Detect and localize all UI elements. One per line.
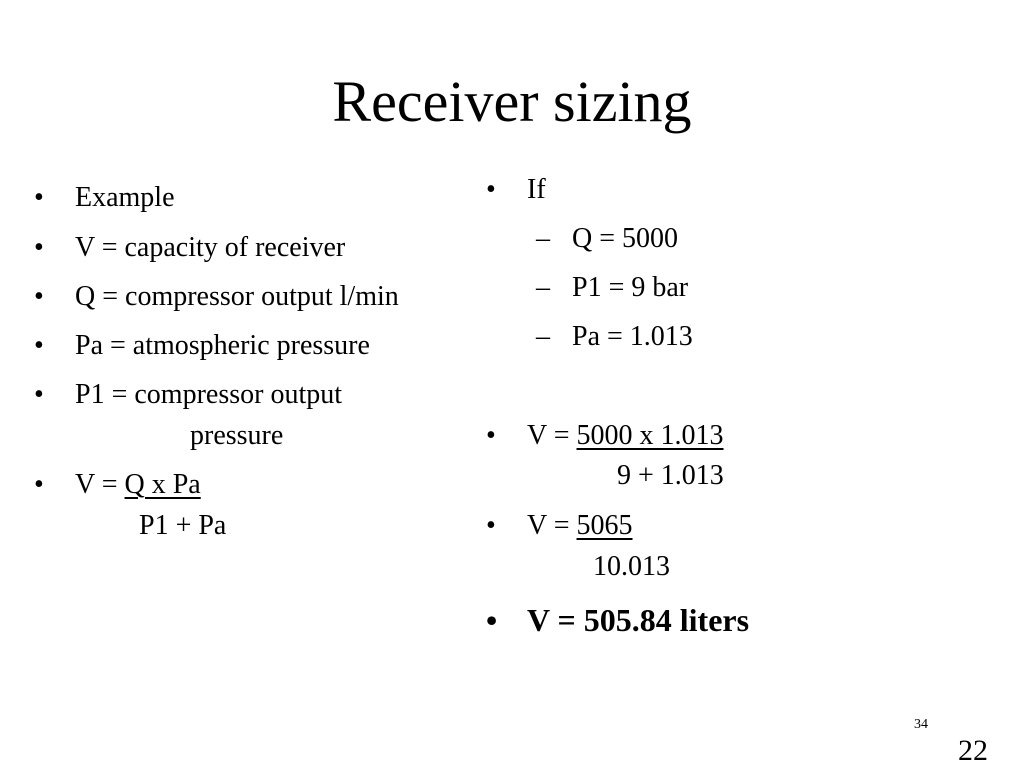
formula-numerator: Q x Pa <box>124 469 201 500</box>
sub-list-item-text: P1 = 9 bar <box>572 272 689 303</box>
bullet-icon: • <box>34 469 44 500</box>
list-item-continuation: pressure <box>190 420 284 451</box>
formula-denominator: P1 + Pa <box>139 510 227 541</box>
bullet-icon: • <box>486 420 496 451</box>
bullet-icon: • <box>34 379 44 410</box>
formula-expression <box>527 506 633 546</box>
slide-number-small: 34 <box>914 717 928 732</box>
list-item-text: If <box>527 174 546 205</box>
list-item-text: Example <box>75 182 175 213</box>
result-text: V = 505.84 liters <box>527 602 750 638</box>
formula-denominator: 10.013 <box>593 551 670 582</box>
formula-expression <box>75 465 201 505</box>
formula-prefix: V = <box>527 510 577 541</box>
dash-icon: – <box>536 272 550 303</box>
sub-list-item-text: Pa = 1.013 <box>572 321 693 352</box>
formula-denominator: 9 + 1.013 <box>617 460 724 491</box>
bullet-icon: • <box>34 232 44 263</box>
sub-list-item-text: Q = 5000 <box>572 223 679 254</box>
bullet-icon: • <box>486 510 496 541</box>
bullet-icon: • <box>486 174 496 205</box>
bullet-icon: • <box>34 182 44 213</box>
slide-title: Receiver sizing <box>332 69 692 134</box>
list-item-text: Pa = atmospheric pressure <box>75 330 370 361</box>
formula-prefix: V = <box>527 420 577 451</box>
bullet-icon: • <box>34 281 44 312</box>
bullet-icon: • <box>34 330 44 361</box>
dash-icon: – <box>536 321 550 352</box>
formula-expression <box>527 416 724 456</box>
bullet-icon: • <box>486 602 498 638</box>
formula-numerator: 5065 <box>576 510 633 541</box>
formula-prefix: V = <box>75 469 125 500</box>
formula-numerator: 5000 x 1.013 <box>576 420 724 451</box>
dash-icon: – <box>536 223 550 254</box>
slide-number-large: 22 <box>958 734 988 767</box>
list-item-text: Q = compressor output l/min <box>75 281 399 312</box>
list-item-text: P1 = compressor output <box>75 379 342 410</box>
list-item-text: V = capacity of receiver <box>75 232 346 263</box>
